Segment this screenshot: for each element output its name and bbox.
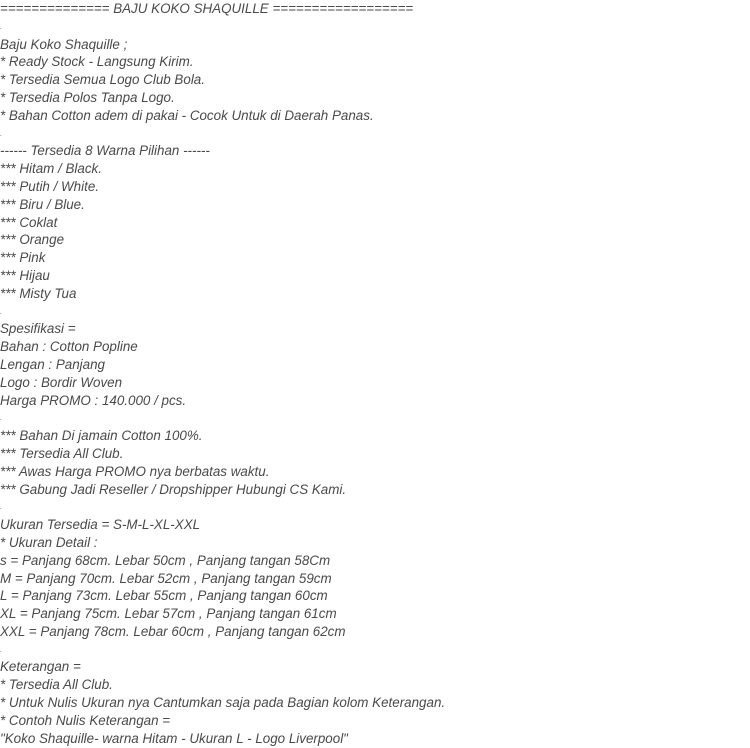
note-line: *** Tersedia All Club. xyxy=(0,445,124,461)
title-banner: ============== BAJU KOKO SHAQUILLE ================== xyxy=(0,1,414,16)
note-line: *** Bahan Di jamain Cotton 100%. xyxy=(0,428,203,444)
spec-heading: Spesifikasi = xyxy=(0,321,76,337)
remarks-line: * Contoh Nulis Keterangan = xyxy=(0,712,171,728)
color-option: *** Putih / White. xyxy=(0,178,99,194)
note-line: *** Awas Harga PROMO nya berbatas waktu. xyxy=(0,463,270,479)
spec-logo: Logo : Bordir Woven xyxy=(0,374,123,390)
separator-dot: . xyxy=(0,644,3,654)
separator-dot: . xyxy=(0,128,3,138)
spec-material: Bahan : Cotton Popline xyxy=(0,339,138,355)
color-option: *** Coklat xyxy=(0,214,58,230)
color-heading: ------ Tersedia 8 Warna Pilihan ------ xyxy=(0,143,210,159)
size-detail-row: M = Panjang 70cm. Lebar 52cm , Panjang tangan 59cm xyxy=(0,570,332,586)
spec-price: Harga PROMO : 140.000 / pcs. xyxy=(0,392,187,408)
remarks-line: * Tersedia All Club. xyxy=(0,677,113,693)
remarks-heading: Keterangan = xyxy=(0,659,81,675)
color-option: *** Hijau xyxy=(0,267,50,283)
separator-dot: . xyxy=(0,502,3,512)
color-option: *** Hitam / Black. xyxy=(0,161,102,177)
feature-line: * Bahan Cotton adem di pakai - Cocok Untuk di Daerah Panas. xyxy=(0,107,374,123)
size-detail-heading: * Ukuran Detail : xyxy=(0,534,98,550)
size-detail-row: XL = Panjang 75cm. Lebar 57cm , Panjang tangan 61cm xyxy=(0,606,337,622)
size-detail-row: XXL = Panjang 78cm. Lebar 60cm , Panjang tangan 62cm xyxy=(0,623,346,639)
product-name: Baju Koko Shaquille ; xyxy=(0,36,128,52)
note-line: *** Gabung Jadi Reseller / Dropshipper Hubungi CS Kami. xyxy=(0,481,347,497)
feature-line: * Tersedia Polos Tanpa Logo. xyxy=(0,89,175,105)
size-detail-row: L = Panjang 73cm. Lebar 55cm , Panjang tangan 60cm xyxy=(0,588,328,604)
size-detail-row: s = Panjang 68cm. Lebar 50cm , Panjang tangan 58Cm xyxy=(0,552,331,568)
color-option: *** Misty Tua xyxy=(0,285,77,301)
separator-dot: . xyxy=(0,21,3,31)
separator-dot: . xyxy=(0,413,3,423)
color-option: *** Orange xyxy=(0,232,65,248)
size-available: Ukuran Tersedia = S-M-L-XL-XXL xyxy=(0,517,201,533)
color-option: *** Pink xyxy=(0,250,46,266)
color-option: *** Biru / Blue. xyxy=(0,196,85,212)
feature-line: * Tersedia Semua Logo Club Bola. xyxy=(0,72,205,88)
separator-dot: . xyxy=(0,306,3,316)
remarks-example: "Koko Shaquille- warna Hitam - Ukuran L - Logo Liverpool" xyxy=(0,730,348,746)
remarks-line: * Untuk Nulis Ukuran nya Cantumkan saja pada Bagian kolom Keterangan. xyxy=(0,695,446,711)
spec-sleeve: Lengan : Panjang xyxy=(0,356,105,372)
feature-line: * Ready Stock - Langsung Kirim. xyxy=(0,54,194,70)
